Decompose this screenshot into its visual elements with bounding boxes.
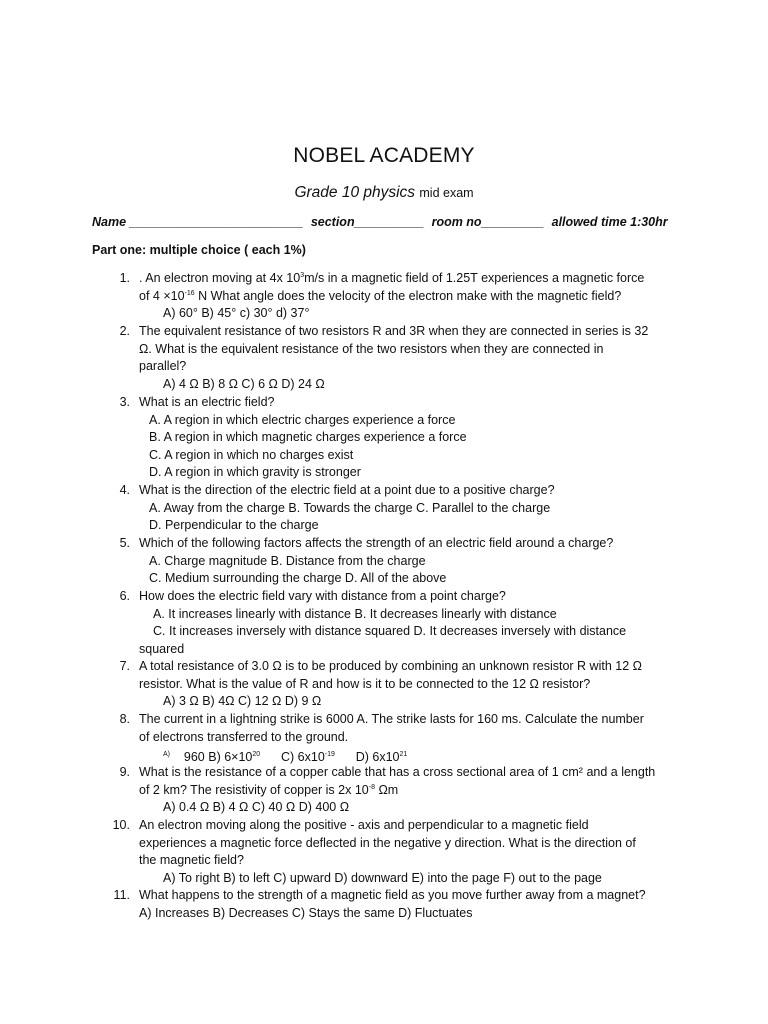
question-text: resistor. What is the value of R and how is it to be connected to the 12 Ω resistor? (139, 676, 591, 691)
answer-option-b: B. A region in which magnetic charges experience a force (149, 430, 467, 445)
question-number: 7. (119, 659, 130, 673)
answer-options: C. Medium surrounding the charge D. All of the above (149, 571, 447, 586)
answer-options: A. Charge magnitude B. Distance from the charge (149, 553, 426, 568)
student-info-line (92, 215, 682, 229)
subtitle-small: mid exam (419, 186, 474, 200)
answer-option-a: A. A region in which electric charges experience a force (149, 412, 456, 427)
question-text: experiences a magnetic force deflected in the negative y direction. What is the direction of (139, 835, 636, 850)
time-field: allowed time 1:30hr (551, 215, 668, 229)
question-number: 1. (119, 271, 130, 285)
school-title: NOBEL ACADEMY (293, 144, 475, 167)
answer-options: A) 60° B) 45° c) 30° d) 37° (163, 306, 310, 321)
question-text: A total resistance of 3.0 Ω is to be produced by combining an unknown resistor R with 12 Ω (139, 659, 642, 673)
question-text: Ω. What is the equivalent resistance of the two resistors when they are connected in (139, 341, 604, 356)
question-number: 4. (119, 483, 130, 497)
answer-option-d: D. A region in which gravity is stronger (149, 465, 361, 480)
question-body (139, 658, 679, 711)
answer-options: squared (139, 641, 185, 656)
exam-subtitle (0, 184, 768, 202)
question-body (139, 588, 679, 658)
question-text: . An electron moving at 4x $10^3m/s$ in a magnetic field of 1.25T experiences a magnetic force (139, 271, 645, 285)
question-body (139, 482, 679, 535)
question-body (139, 817, 679, 887)
question-body (139, 394, 679, 482)
answer-options: A) Increases B) Decreases C) Stays the same D) Fluctuates (139, 905, 473, 920)
answer-option-c: C. A region in which no charges exist (149, 447, 354, 462)
answer-options: D. Perpendicular to the charge (149, 518, 319, 533)
question-text: The current in a lightning strike is 6000 A. The strike lasts for 160 ms. Calculate the number (139, 712, 644, 726)
question-text: An electron moving along the positive - axis and perpendicular to a magnetic field (139, 818, 589, 832)
answer-options: A) 0.4 Ω B) 4 Ω C) 40 Ω D) 400 Ω (163, 800, 350, 815)
question-number: 8. (119, 712, 130, 726)
question-text: How does the electric field vary with distance from a point charge? (139, 589, 506, 603)
question-number: 2. (119, 324, 130, 338)
answer-options: A) 4 Ω B) 8 Ω C) 6 Ω D) 24 Ω (163, 376, 325, 391)
question-text: of $4 \times 10^{-16}$ N What angle does the velocity of the electron make with the magnetic field? (139, 288, 622, 303)
answer-options: A. It increases linearly with distance B. It decreases linearly with distance (153, 606, 557, 621)
section-field: section__________ (310, 215, 425, 229)
question-body (139, 535, 679, 588)
question-number: 10. (112, 818, 130, 832)
answer-options: C. It increases inversely with distance squared D. It decreases inversely with distance (153, 624, 627, 639)
question-number: 6. (119, 589, 130, 603)
question-text: Which of the following factors affects the strength of an electric field around a charge? (139, 536, 614, 550)
question-body (139, 764, 679, 817)
answer-options: A. Away from the charge B. Towards the charge C. Parallel to the charge (149, 500, 551, 515)
name-field: Name _________________________ (92, 215, 304, 229)
question-body (139, 270, 679, 323)
part-one-heading: Part one: multiple choice ( each 1%) (92, 243, 306, 257)
question-text: of electrons transferred to the ground. (139, 729, 349, 744)
question-text: What is the direction of the electric field at a point due to a positive charge? (139, 483, 555, 497)
question-text: The equivalent resistance of two resistors R and 3R when they are connected in series is 32 (139, 324, 649, 338)
question-text: parallel? (139, 359, 187, 374)
subtitle-main: Grade 10 physics (294, 184, 416, 201)
question-number: 5. (119, 536, 130, 550)
question-text: of 2 km? The resistivity of copper is 2x $10^{-8}$ Ωm (139, 782, 399, 797)
question-text: What happens to the strength of a magnetic field as you move further away from a magnet? (139, 888, 646, 902)
question-body (139, 887, 679, 922)
answer-options: $^{A)}$ 960 B) $6\times 10^{20}$ C) $6x10^{-19}$ D) $6x10^{21}$ (163, 750, 408, 765)
question-number: 9. (119, 765, 130, 779)
room-field: room no_________ (431, 215, 545, 229)
question-number: 11. (113, 888, 130, 902)
answer-options: A) To right B) to left C) upward D) downward E) into the page F) out to the page (163, 870, 602, 885)
question-body (139, 323, 679, 393)
question-body (139, 711, 679, 767)
answer-options: A) 3 Ω B) 4Ω C) 12 Ω D) 9 Ω (163, 694, 322, 709)
question-text: What is an electric field? (139, 395, 275, 409)
question-text: What is the resistance of a copper cable that has a cross sectional area of 1 cm² and a length (139, 765, 656, 779)
question-number: 3. (119, 395, 130, 409)
question-text: the magnetic field? (139, 853, 244, 868)
